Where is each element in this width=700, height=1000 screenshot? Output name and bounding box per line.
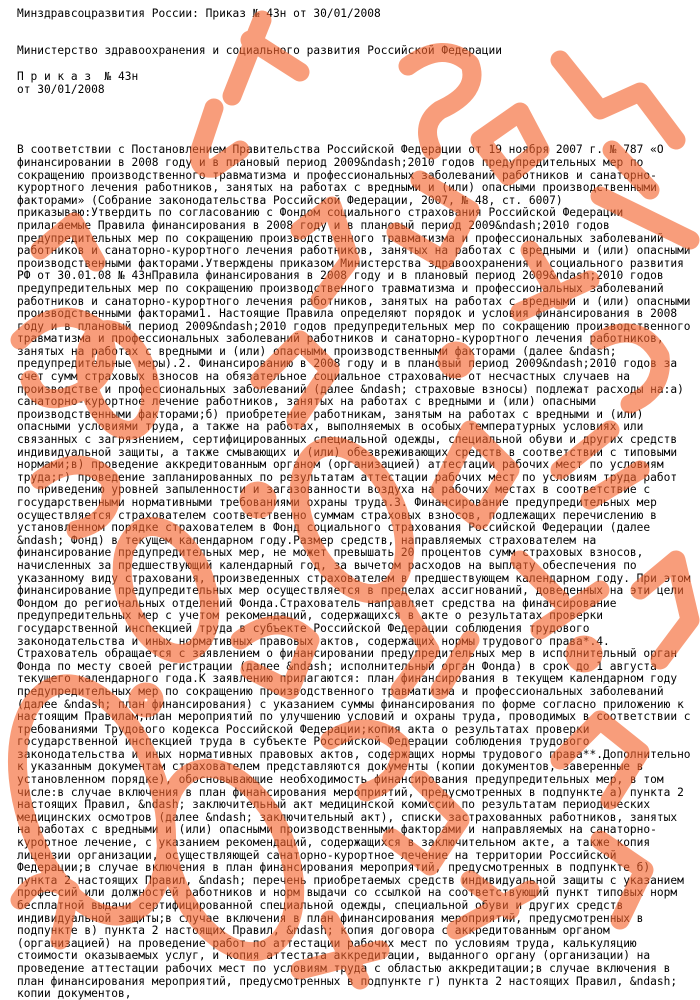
order-date: от 30/01/2008 (17, 82, 105, 96)
order-body-text: В соответствии с Постановлением Правительства Российской Федерации от 19 ноября 2007 г. № 787 «О финансировании в 2008 году и в плановый период 2009&ndash;2010 годов предупредительных мер по сокращению производственного травматизма и профессиональных заболеваний работников и санаторно-курортного лечения работников, занятых на работах с вредными и (или) опасными производственными факторами» (Собрание законодательства Российской Федерации, 2007, № 48, ст. 6007) приказываю:Утвердить по согласованию с Фондом социального страхования Российской Федерации прилагаемые Правила финансирования в 2008 году и в плановый период 2009&ndash;2010 годов предупредительных мер по сокращению производственного травматизма и профессиональных заболеваний работников и санаторно-курортного лечения работников, занятых на работах с вредными и (или) опасными производственными факторами.Утверждены приказом Министерства здравоохранения и социального развития РФ от 30.01.08 № 43нПравила финансирования в 2008 году и в плановый период 2009&ndash;2010 годов предупредительных мер по сокращению производственного травматизма и профессиональных заболеваний работников и санаторно-курортного лечения работников, занятых на работах с вредными и (или) опасными производственными факторами1. Настоящие Правила определяют порядок и условия финансирования в 2008 году и в плановый период 2009&ndash;2010 годов предупредительных мер по сокращению производственного травматизма и профессиональных заболеваний работников и санаторно-курортного лечения работников, занятых на работах с вредными и (или) опасными производственными факторами (далее &ndash; предупредительные меры).2. Финансированию в 2008 году и в плановый период 2009&ndash;2010 годов за счет сумм страховых взносов на обязательное социальное страхование от несчастных случаев на производстве и профессиональных заболеваний (далее &ndash; страховые взносы) подлежат расходы на:а) санаторно-курортное лечение работников, занятых на работах с вредными и (или) опасными производственными факторами;б) приобретение работникам, занятым на работах с вредными и (или) опасными условиями труда, а также на работах, выполняемых в особых температурных условиях или связанных с загрязнением, сертифицированных специальной одежды, специальной обуви и других средств индивидуальной защиты, а также смывающих и (или) обезвреживающих средств в соответствии с типовыми нормами;в) проведение аккредитованным органом (организацией) аттестации рабочих мест по условиям труда;г) проведение запланированных по результатам аттестации рабочих мест по условиям труда работ по приведению уровней запыленности и загазованности воздуха на рабочих местах в соответствие с государственными нормативными требованиями охраны труда.3. Финансирование предупредительных мер осуществляется страхователем соответственно суммам страховых взносов, подлежащих перечислению в установленном порядке страхователем в Фонд социального страхования Российской Федерации (далее &ndash; Фонд) в текущем календарном году.Размер средств, направляемых страхователем на финансирование предупредительных мер, не может превышать 20 процентов сумм страховых взносов, начисленных за предшествующий календарный год, за вычетом расходов на выплату обеспечения по указанному виду страхования, произведенных страхователем в предшествующем календарном году. При этом финансирование предупредительных мер осуществляется в пределах ассигнований, доведенных на эти цели Фондом до региональных отделений Фонда.Страхователь направляет средства на финансирование предупредительных мер с учетом рекомендаций, содержащихся в акте о результатах проверки государственной инспекцией труда в субъекте Российской Федерации соблюдения трудового законодательства и иных нормативных правовых актов, содержащих нормы трудового права*.4. Страхователь обращается с заявлением о финансировании предупредительных мер в исполнительный орган Фонда по месту своей регистрации (далее &ndash; исполнительный орган Фонда) в срок до 1 августа текущего календарного года.К заявлению прилагаются: план финансирования в текущем календарном году предупредительных мер по сокращению производственного травматизма и профессиональных заболеваний (далее &ndash; план финансирования) с указанием суммы финансирования по форме согласно приложению к настоящим Правилам;план мероприятий по улучшению условий и охраны труда, проводимых в соответствии с требованиями Трудового кодекса Российской Федерации;копия акта о результатах проверки государственной инспекцией труда в субъекте Российской Федерации соблюдения трудового законодательства и иных нормативных правовых актов, содержащих нормы трудового права**.Дополнительно к указанным документам страхователем представляются документы (копии документов, заверенные в установленном порядке), обосновывающие необходимость финансирования предупредительных мер, в том числе:в случае включения в план финансирования мероприятий, предусмотренных в подпункте а) пункта 2 настоящих Правил, &ndash; заключительный акт медицинской комиссии по результатам периодических медицинских осмотров (далее &ndash; заключительный акт), списки застрахованных работников, занятых на работах с вредными и (или) опасными производственными факторами и направляемых на санаторно-курортное лечение, с указанием рекомендаций, содержащихся в заключительном акте, а также копия лицензии организации, осуществляющей санаторно-курортное лечение на территории Российской Федерации;в случае включения в план финансирования мероприятий, предусмотренных в подпункте б) пункта 2 настоящих Правил, &ndash; перечень приобретаемых средств индивидуальной защиты с указанием профессий или должностей работников и норм выдачи со ссылкой на соответствующий пункт типовых норм бесплатной выдачи сертифицированной специальной одежды, специальной обуви и других средств индивидуальной защиты;в случае включения в план финансирования мероприятий, предусмотренных в подпункте в) пункта 2 настоящих Правил, &ndash; копия договора с аккредитованным органом (организацией) на проведение работ по аттестации рабочих мест по условиям труда, калькуляцию стоимости оказываемых услуг, и копия аттестата аккредитации, выданного органу (организации) на проведение аттестации рабочих мест по условиям труда с областью аккредитации;в случае включения в план финансирования мероприятий, предусмотренных в подпункте г) пункта 2 настоящих Правил, &ndash; копии документов, (17, 143, 691, 1000)
spacer (17, 96, 693, 144)
running-title: Минздравсоцразвития России: Приказ № 43н от 30/01/2008 (17, 7, 381, 20)
spacer (17, 57, 693, 71)
document-page (17, 8, 693, 1000)
ministry-name: Министерство здравоохранения и социального развития Российской Федерации (17, 43, 502, 57)
order-label: П р и к а з № 43н (17, 70, 139, 84)
spacer (17, 21, 693, 45)
